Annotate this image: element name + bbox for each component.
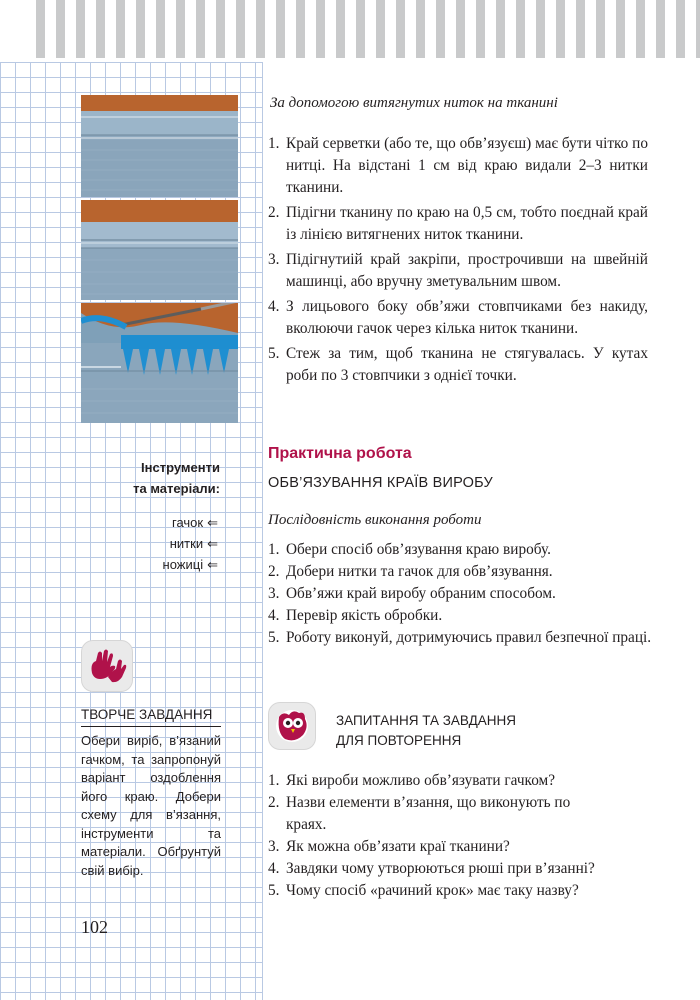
list-item: 4. Завдяки чому утворюються рюші при в’язанні?: [268, 860, 595, 877]
top-stripe-band: [0, 0, 700, 58]
photo-folded-edge: [81, 200, 238, 300]
tool-item-threads: нитки ⇐: [169, 536, 218, 551]
creative-task-title: ТВОРЧЕ ЗАВДАННЯ: [81, 707, 221, 727]
list-item: 5. Стеж за тим, щоб тканина не стягувалась. У кутах роби по 3 стовпчики з однієї точки.: [268, 345, 648, 384]
list-item: 2. Добери нитки та гачок для обв’язування.: [268, 563, 553, 580]
list-item: 5. Роботу виконуй, дотримуючись правил безпечної праці.: [268, 629, 652, 646]
tools-title: Інструменти та матеріали:: [133, 460, 220, 496]
tool-item-scissors: ножиці ⇐: [162, 557, 218, 572]
list-item: 1. Край серветки (або те, що обв’язуєш) має бути чітко по нитці. На відстані 1 см від краю видали 2–3 нитки тканини.: [268, 135, 648, 196]
sequence-heading: Послідовність виконання роботи: [268, 512, 482, 528]
hands-icon: [81, 640, 133, 692]
list-item: 4. З лицьового боку обв’яжи стовпчиками без накиду, вколюючи гачок через кілька ниток тканини.: [268, 298, 648, 337]
page-number: 102: [81, 917, 108, 937]
list-item: 1. Які вироби можливо обв’язувати гачком?: [268, 772, 556, 789]
review-title: ЗАПИТАННЯ ТА ЗАВДАННЯ ДЛЯ ПОВТОРЕННЯ: [336, 713, 517, 748]
column-divider: [262, 62, 263, 1000]
list-item: 3. Підігнутиій край закріпи, прострочивши на швейній машинці, або вручну зметувальним швом.: [268, 251, 648, 290]
left-arrow-icon: ⇐: [207, 515, 218, 530]
fabric-steps-list: [268, 133, 648, 390]
list-item: 2. Назви елементи в’язання, що виконують по краях.: [268, 794, 571, 833]
left-arrow-icon: ⇐: [207, 557, 218, 572]
list-item: 5. Чому спосіб «рачиний крок» має таку назву?: [268, 882, 579, 899]
stripe-margin: [0, 0, 36, 58]
tool-item-hook: гачок ⇐: [172, 515, 218, 530]
review-questions-list: [268, 770, 658, 902]
list-item: 4. Перевір якість обробки.: [268, 607, 443, 624]
list-item: 2. Підігни тканину по краю на 0,5 см, тобто поєднай край із лінією витягнених ниток тканини.: [268, 204, 648, 243]
list-item: 1. Обери спосіб обв’язування краю виробу.: [268, 541, 551, 558]
photo-pulled-threads: [81, 95, 238, 197]
owl-icon: [268, 702, 316, 750]
list-item: 3. Обв’яжи край виробу обраним способом.: [268, 585, 556, 602]
practical-steps-list: [268, 539, 653, 649]
creative-task-text: Обери виріб, в’язаний гачком, та запропонуй варіант оздоблення його краю. Добери схему для в’язання, інструменти та матеріали. Обґрунтуй свій вибір.: [81, 733, 221, 878]
practical-subtitle: ОБВ’ЯЗУВАННЯ КРАЇВ ВИРОБУ: [268, 475, 493, 491]
section-heading: За допомогою витягнутих ниток на тканині: [270, 95, 558, 111]
left-arrow-icon: ⇐: [207, 536, 218, 551]
list-item: 3. Як можна обв’язати краї тканини?: [268, 838, 510, 855]
practical-title: Практична робота: [268, 445, 412, 462]
photo-crochet-edge: [81, 303, 238, 423]
